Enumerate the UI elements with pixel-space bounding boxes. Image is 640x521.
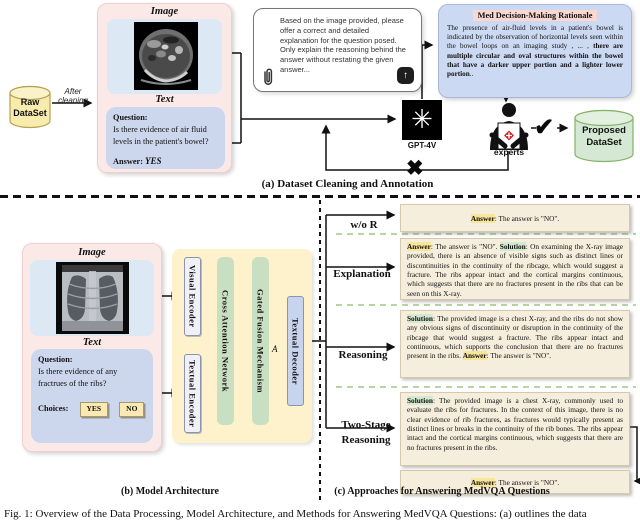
- answer-text: : The answer is "NO".: [494, 214, 560, 223]
- textual-decoder-module: Textual Decoder: [287, 296, 304, 406]
- cross-attention-module: Cross Attention Network: [217, 257, 234, 425]
- rationale-title: Med Decision-Making Rationale: [473, 10, 598, 21]
- image-title-b: Image: [78, 247, 106, 258]
- answer-label-a: Answer:: [113, 157, 143, 167]
- solution-text: : On examining the X-ray image provided, there is an absence of visible signs such as distinct lines or discontinuities in the continuity of the ribcage, which would suggest a fracture. The ribs appear intact and the cortical margins continuous, which suggests that there are no fractures present in the ribs that can be seen on this X-ray.: [407, 242, 623, 298]
- caption-c: (c) Approaches for Answering MedVQA Questions: [334, 486, 550, 497]
- question-text-b: Is there evidence of any fractrues of the ribs?: [38, 367, 118, 389]
- answer-value-a: YES: [145, 156, 162, 167]
- question-panel-a: [106, 107, 225, 169]
- answer-box-reasoning: [400, 310, 630, 378]
- section-divider-horizontal: [0, 195, 640, 198]
- raw-dataset-label-line2: DataSet: [13, 108, 47, 119]
- answer-highlight: Answer: [470, 214, 495, 223]
- answer-box-wo-r: [400, 204, 630, 232]
- two-stage-label-line1: Two-Stage: [341, 419, 391, 431]
- answer-highlight: Answer: [462, 351, 487, 361]
- approach-separator-2: [336, 304, 636, 306]
- answer-text: : The answer is "NO".: [494, 478, 560, 487]
- openai-logo-icon: ✳: [411, 105, 433, 134]
- caption-a: (a) Dataset Cleaning and Annotation: [261, 178, 434, 190]
- answer-box-explanation: [400, 238, 630, 300]
- text-title-b: Text: [82, 337, 102, 348]
- proposed-dataset-label-line1: Proposed: [582, 125, 626, 136]
- sample-panel-b: [22, 243, 162, 452]
- ct-image: [134, 22, 198, 90]
- figure-caption: Fig. 1: Overview of the Data Processing, Model Architecture, and Methods for Answering MedVQA Questions: (a) outlines the data: [4, 508, 587, 520]
- answer-text: : The answer is "NO".: [430, 242, 500, 251]
- answer-highlight: Answer: [470, 478, 495, 487]
- solution-text: : The provided image is a chest X-ray, and the ribs do not show any obvious signs of discontinuity or disruption in the continuity of the ribcage that would suggest a fracture. The ribs appear intact and continuous, which supports the conclusion that there are no fractures present in the ribs.: [407, 314, 623, 361]
- rationale-text: [447, 24, 623, 79]
- answer-text: : The answer is "NO".: [486, 351, 552, 361]
- experts-icon: [487, 102, 531, 150]
- text-title-a: Text: [155, 94, 174, 105]
- solution-highlight: Solution: [407, 396, 433, 405]
- sample-panel-a: [97, 3, 232, 173]
- after-cleaning-label: After cleaning: [58, 87, 88, 105]
- raw-dataset-label-line1: Raw: [20, 97, 40, 107]
- rationale-box: [438, 4, 632, 98]
- rationale-text-normal: The presence of air-fluid levels in a patient's bowel is indicated by the observation of horizontal levels seen within the bowel loops on an imaging study , ... ,: [447, 24, 623, 51]
- question-label-b: Question:: [38, 355, 73, 364]
- gated-fusion-module: Gated Fusion Mechanism: [252, 257, 269, 425]
- send-button[interactable]: [397, 67, 414, 84]
- answer-highlight: Answer: [407, 242, 431, 251]
- approach-separator-1: [336, 233, 636, 235]
- experts-label: experts: [493, 147, 525, 157]
- image-title-a: Image: [150, 6, 179, 17]
- solution-highlight: Solution: [407, 314, 433, 323]
- question-text-a: Is there evidence of air fluid levels in the patient's bowel?: [113, 125, 209, 147]
- attachment-icon[interactable]: [260, 66, 276, 86]
- approach-label-reasoning: Reasoning: [338, 349, 388, 361]
- section-divider-vertical: [319, 200, 321, 500]
- approach-label-two-stage: [330, 418, 402, 449]
- caption-b: (b) Model Architecture: [121, 486, 219, 497]
- raw-dataset-cylinder: [8, 84, 52, 130]
- approach-label-wo-r: w/o R: [350, 219, 378, 231]
- approach-separator-3: [336, 386, 636, 388]
- question-panel-b: [31, 349, 153, 443]
- solution-box-two-stage: [400, 392, 630, 466]
- rationale-text-tail: ..: [469, 70, 474, 79]
- choice-no-button[interactable]: NO: [119, 402, 144, 417]
- choice-yes-button[interactable]: YES: [80, 402, 109, 417]
- choices-label: Choices:: [38, 404, 69, 414]
- approach-label-explanation: Explanation: [333, 268, 391, 280]
- two-stage-label-line2: Reasoning: [341, 434, 391, 447]
- proposed-dataset-cylinder: [573, 108, 635, 164]
- solution-text: : The provided image is a chest X-ray, commonly used to evaluate the ribs for fractures. In the context of this image, there is no clear evidence of rib fractures, as fractures would typically present as distinct lines or breaks in the continuity of the rib bones. The ribs appear intact and the cortical margins continuous, which suggests that there are no fractures present in the ribs.: [407, 396, 623, 452]
- fusion-output-symbol: A: [272, 344, 278, 354]
- prompt-text: Based on the image provided, please offer a correct and detailed explanation for the question posed. Only explain the reasoning behind the answer without restating the given answer...: [280, 16, 406, 74]
- prompt-box: [253, 8, 422, 92]
- gpt4v-box: [402, 100, 442, 140]
- question-label-a: Question:: [113, 113, 148, 122]
- arrow-up-icon: ↑: [403, 70, 408, 81]
- reject-cross-icon: ✖: [406, 156, 424, 180]
- gpt4v-label: GPT-4V: [407, 141, 437, 150]
- check-icon: ✔: [534, 115, 555, 141]
- visual-encoder-module: Visual Encoder: [184, 257, 201, 336]
- xray-image: [56, 262, 129, 334]
- rationale-text-bold: there are multiple circular and oval structures within the bowel that have a darker upper portion and a lighter lower portion: [447, 42, 623, 79]
- solution-highlight: Solution: [499, 242, 526, 251]
- proposed-dataset-label-line2: DataSet: [586, 137, 622, 149]
- textual-encoder-module: Textual Encoder: [184, 354, 201, 433]
